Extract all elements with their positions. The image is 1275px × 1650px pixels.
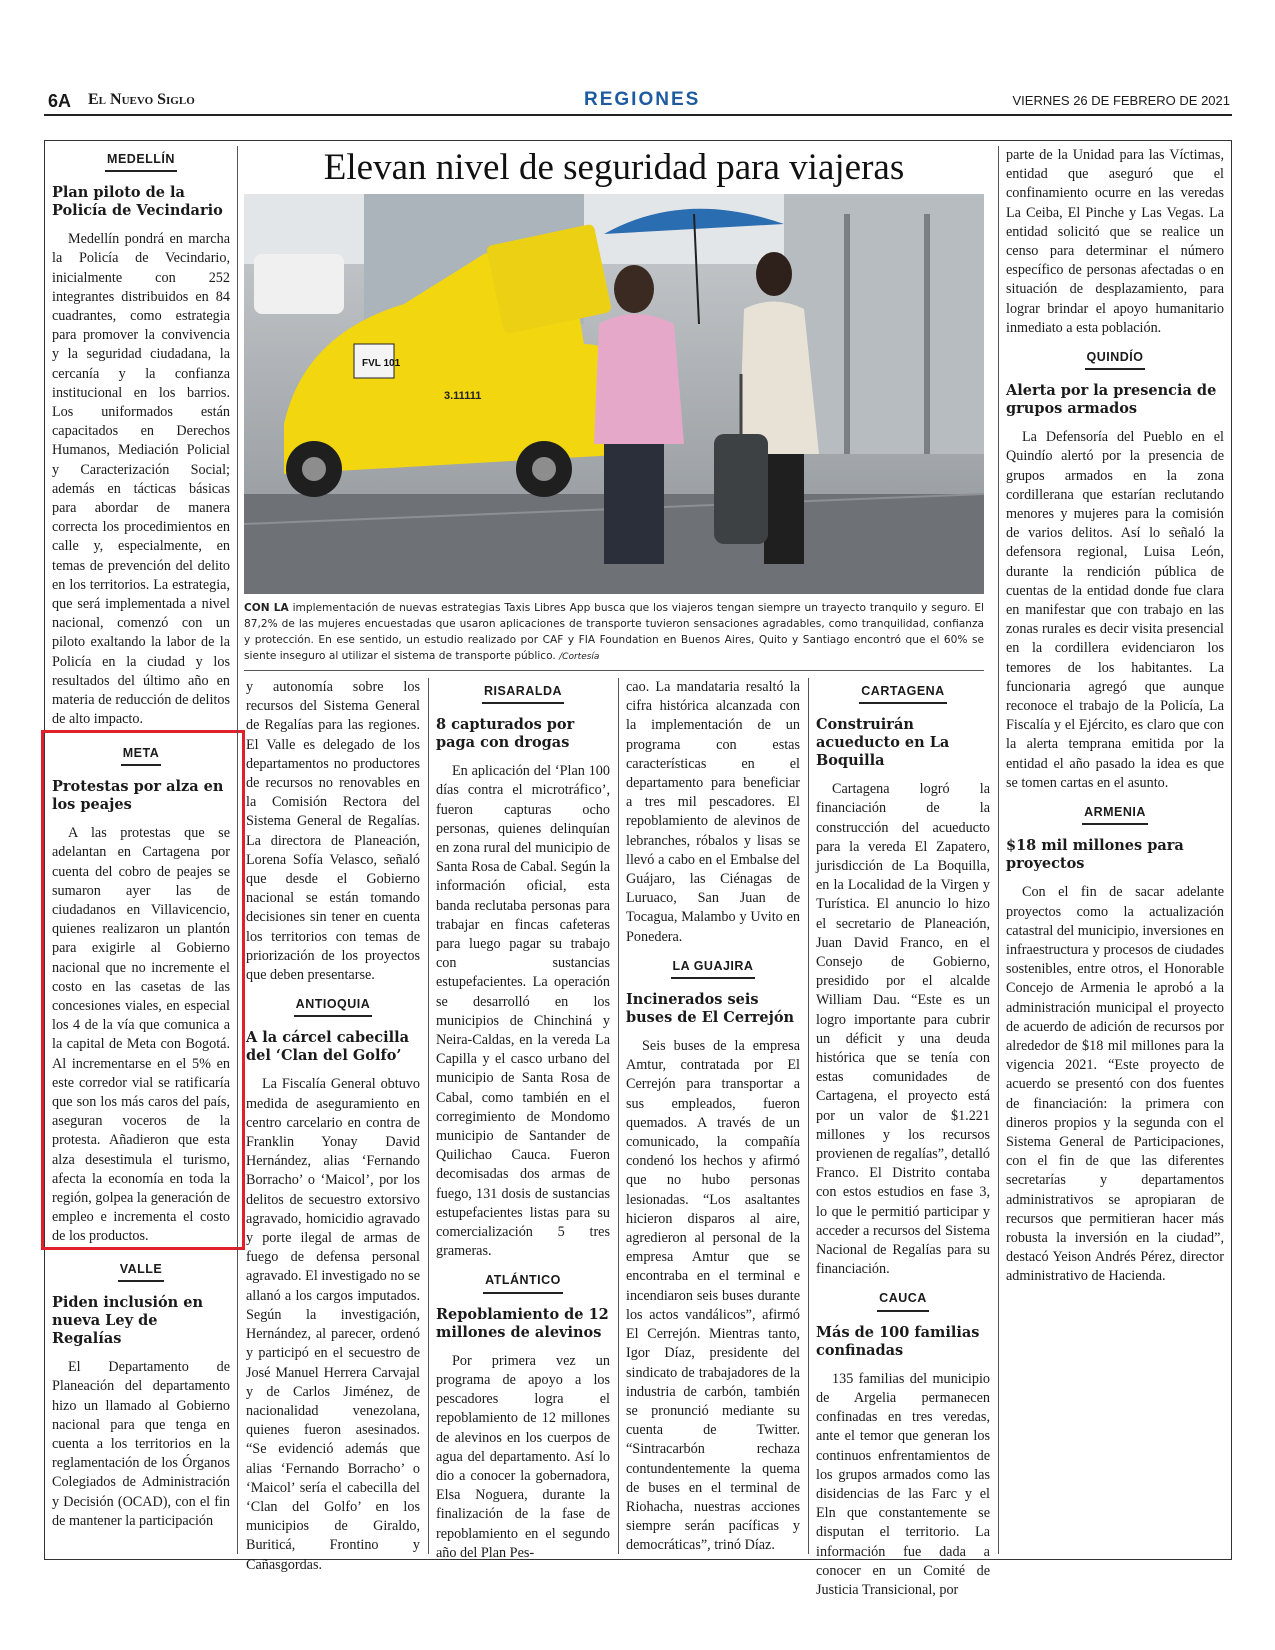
column-5 xyxy=(816,678,990,1610)
body-atlantico-continued: cao. La mandataria resaltó la cifra histórica alcanzada con la implementación de un programa con estas características en el departamento para beneficiar a tres mil pescadores. El repoblamiento de alevinos de lebranches, róbalos y lisas se llevó a cabo en el Embalse del Guájaro, las Ciénagas de Luruaco, San Juan de Tocagua, Malambo y Uvito en Ponedera. xyxy=(626,679,800,945)
section-title: REGIONES xyxy=(584,89,701,110)
taxi-plate: FVL 101 xyxy=(362,358,401,369)
body-quindio: La Defensoría del Pueblo en el Quindío alertó por la presencia de grupos armados en la zona cordillerana que estarían reclutando menores y mujeres para la comisión de varios delitos. Así lo señaló la defensora regional, Luisa León, durante la rendición pública de cuentas de la entidad donde fue clara en manifestar que con trabajo en las zonas rurales es decir visita presencial en la cordillera evidenciaron los temores de los habitantes. La funcionaria agregó que aunque reconoce el trabajo de la Policía, La Fiscalía y el Ejército, es claro que con la alerta temprana emitida por la entidad el año pasado la idea es que se tomen cartas en el asunto. xyxy=(1006,429,1224,791)
taxi-number: 3.11111 xyxy=(444,390,482,402)
headline-risaralda: 8 capturados por paga con drogas xyxy=(436,716,575,752)
body-risaralda: En aplicación del ‘Plan 100 días contra el microtráfico’, fueron capturas ocho personas, quienes delinquían en zona rural del municipio de Santa Rosa de Cabal. Según la información oficial, esta banda reclutaba personas para trabajar en fincas cafeteras para luego pagar su trabajo con sustancias estupefacientes. La operación se desarrolló en los municipios de Chinchiná y Neira-Caldas, en la vereda La Capilla y el casco urbano del municipio de Santa Rosa de Cabal, como también en el corregimiento de Mondomo municipio de Santander de Quilichao Cauca. Fueron decomisadas dos armas de fuego, 131 dosis de sustancias estupefacientes listas para su comercialización 5 tres grameras. xyxy=(436,763,610,1260)
kicker-atlantico: ATLÁNTICO xyxy=(483,1271,563,1293)
story-divider xyxy=(244,670,984,671)
headline-cauca: Más de 100 familias confinadas xyxy=(816,1323,980,1359)
column-divider xyxy=(618,678,619,1554)
headline-la-guajira: Incinerados seis buses de El Cerrejón xyxy=(626,991,795,1027)
caption-text: implementación de nuevas estrategias Taxis Libres App busca que los viajeros tengan siempre un trayecto tranquilo y seguro. El 87,2% de las mujeres encuestadas que usaron aplicaciones de transporte tuvieron sensaciones agradables, como tranquilidad, confianza y protección. En ese sentido, un estudio realizado por CAF y FIA Foundation en Buenos Aires, Quito y Santiago encontró que el 60% se siente inseguro al utilizar el sistema de transporte público. xyxy=(244,602,984,662)
headline-quindio: Alerta por la presencia de grupos armados xyxy=(1006,382,1217,418)
column-3 xyxy=(436,678,610,1573)
caption-credit: /Cortesía xyxy=(559,652,600,662)
page-number: 6A xyxy=(48,91,72,111)
kicker-medellin: MEDELLÍN xyxy=(105,150,177,172)
kicker-la-guajira: LA GUAJIRA xyxy=(671,957,756,979)
publication-name: El Nuevo Siglo xyxy=(88,91,195,108)
column-divider xyxy=(237,146,238,1554)
highlight-box xyxy=(41,730,245,1250)
body-cauca: 135 familias del municipio de Argelia permanecen confinadas en tres veredas, ante el temor que generan los continuos enfrentamientos de los grupos armados como las disidencias de las Farc y el Eln que constantemente se disputan el territorio. La información fue dada a conocer en un Comité de Justicia Transicional, por xyxy=(816,1370,990,1598)
body-cartagena: Cartagena logró la financiación de la construcción del acueducto para la vereda El Zapatero, jurisdicción de La Boquilla, en la Localidad de la Virgen y Turística. El anuncio lo hizo el secretario de Planeación, Juan David Franco, en el Consejo de Gobierno, presidido por el alcalde William Dau. “Este es un logro importante para cubrir un déficit y una deuda histórica que se tenía con estas comunidades de Cartagena, el proyecto está por un valor de $1.221 millones y los recursos provienen de regalías”, detalló Franco. El Distrito contaba con estos estudios en fase 3, lo que le permitió participar y acceder a recursos del Sistema Nacional de Regalías para su financiación. xyxy=(816,781,990,1278)
body-valle: El Departamento de Planeación del departamento hizo un llamado al Gobierno nacional para que tenga en cuenta a los territorios en la reglamentación de los Órganos Colegiados de Administración y Decisión (OCAD), con el fin de mantener la participación xyxy=(52,1359,230,1529)
body-antioquia: La Fiscalía General obtuvo medida de aseguramiento en centro carcelario en contra de Franklin Yonay David Hernández, alias ‘Fernando Borracho’ o ‘Maicol’, por los delitos de secuestro extorsivo agravado, homicidio agravado y porte ilegal de armas de fuego de defensa personal agravado. El investigado no se allanó a los cargos imputados. Según la investigación, Hernández, al parecer, ordenó y participó en el secuestro de José Manuel Herrera Carvajal y de Carlos Jiménez, de nacionalidad venezolana, quienes fueron asesinados. “Se evidenció además que alias ‘Fernando Borracho’ o ‘Maicol’ sería el cabecilla del ‘Clan del Golfo’ en los municipios de Giraldo, Buriticá, Frontino y Cañasgordas. xyxy=(246,1076,420,1573)
body-cauca-continued: parte de la Unidad para las Víctimas, entidad que aseguró que el confinamiento ocurre en las veredas La Ceiba, El Pinche y Las Vegas. La entidad solicitó que se realice un censo para determinar el número específico de personas afectadas o en situación de desplazamiento, para lograr brindar el apoyo humanitario inmediato a esta población. xyxy=(1006,147,1224,336)
kicker-antioquia: ANTIOQUIA xyxy=(294,995,373,1017)
taxi-photo-illustration xyxy=(244,194,984,594)
body-la-guajira: Seis buses de la empresa Amtur, contratada por El Cerrejón para transportar a sus empleados, fueron quemados. A través de un comunicado, la compañía condenó los hechos y afirmó que no hubo personas lesionadas. “Los asaltantes hicieron disparos al aire, agredieron al personal de la empresa Amtur que se encontraba en el terminal e incendiaron seis buses durante los actos vandálicos”, afirmó El Cerrejón. Mientras tanto, Igor Díaz, presidente del sindicato de trabajadores de la industria de carbón, también se pronunció mediante su cuenta de Twitter. “Sintracarbón rechaza contundentemente la quema de buses en el terminal de Riohacha, nuestras acciones siempre serán pacíficas y democráticas”, trinó Díaz. xyxy=(626,1038,800,1554)
page-header xyxy=(44,88,1232,116)
kicker-valle: VALLE xyxy=(118,1260,165,1282)
body-valle-continued: y autonomía sobre los recursos del Sistema General de Regalías para las regiones. El Valle es delegado de los departamentos no productores de recursos no renovables en la Comisión Rectora del Sistema General de Regalías. La directora de Planeación, Lorena Sofía Velasco, señaló que desde el Gobierno nacional se están tomando decisiones sin tener en cuenta los territorios con temas de priorización de los proyectos que deben presentarse. xyxy=(246,679,420,984)
issue-date: VIERNES 26 DE FEBRERO DE 2021 xyxy=(1012,93,1230,108)
column-divider xyxy=(428,678,429,1554)
headline-cartagena: Construirán acueducto en La Boquilla xyxy=(816,716,950,770)
headline-valle: Piden inclusión en nueva Ley de Regalías xyxy=(52,1294,203,1348)
headline-atlantico: Repoblamiento de 12 millones de alevinos xyxy=(436,1305,609,1341)
body-medellin: Medellín pondrá en marcha la Policía de Vecindario, inicialmente con 252 integrantes distribuidos en 84 cuadrantes, como estrategia para promover la convivencia y la seguridad ciudadana, la cercanía y la confianza institucional en los barrios. Los uniformados están capacitados en Derechos Humanos, Mediación Policial y Caracterización Social; además en tácticas básicas para abordar de manera correcta los procedimientos en calle y, especialmente, en temas de prevención del delito en los territorios. La estrategia, que será implementada a nivel nacional, comenzó con un piloto exaltando la labor de la Policía en la ciudad y los resultados del último año en materia de reducción de delitos de alto impacto. xyxy=(52,231,230,728)
headline-armenia: $18 mil millones para proyectos xyxy=(1006,837,1184,873)
photo-caption xyxy=(244,600,984,665)
brief-valle xyxy=(52,1256,230,1541)
column-4 xyxy=(626,678,800,1566)
column-divider xyxy=(998,146,999,1554)
kicker-armenia: ARMENIA xyxy=(1082,803,1148,825)
column-left xyxy=(52,146,230,739)
kicker-risaralda: RISARALDA xyxy=(482,682,564,704)
headline-meta: Protestas por alza en los peajes xyxy=(52,778,224,814)
column-right xyxy=(1006,146,1224,1297)
body-armenia: Con el fin de sacar adelante proyectos como la actualización catastral del municipio, inversiones en infraestructura y procesos de ciudades sostenibles, entre otros, el Honorable Concejo de Armenia le aprobó a la administración municipal el proyecto de acuerdo de adición de recursos por alrededor de $18 mil millones para la vigencia 2021. “Este proyecto de acuerdo se presentó con dos fuentes de financiación: la primera con dineros propios y la segunda con el Sistema General de Participaciones, con el fin de que las diferentes secretarías y departamentos administrativos se apropiaran de recursos que permitieran hacer más robusta la inversión en la ciudad”, destacó Yeison Andrés Pérez, director administrativo de Hacienda. xyxy=(1006,884,1224,1285)
headline-antioquia: A la cárcel cabecilla del ‘Clan del Golfo’ xyxy=(246,1029,410,1065)
caption-lead: CON LA xyxy=(244,602,289,614)
main-headline: Elevan nivel de seguridad para viajeras xyxy=(323,147,905,188)
kicker-quindio: QUINDÍO xyxy=(1085,348,1146,370)
body-meta: A las protestas que se adelantan en Cartagena por cuenta del cobro de peajes se sumaron ayer las de ciudadanos en Villavicencio, quienes realizaron un plantón para exigirle al Gobierno nacional que no incremente el costo en las casetas de las concesiones viales, en especial los 4 de la vía que comunica a la capital de Meta con Bogotá. Al incrementarse en el 5% en este corredor vial se ratificaría que son los más caros del país, aseguran voceros de la protesta. Añadieron que esta alza desestimula el turismo, afecta la economía en toda la región, golpea la generación de empleo e incrementa el costo de los productos. xyxy=(52,825,230,1245)
kicker-cauca: CAUCA xyxy=(877,1289,929,1311)
main-photo xyxy=(244,194,984,594)
kicker-cartagena: CARTAGENA xyxy=(859,682,946,704)
headline-medellin: Plan piloto de la Policía de Vecindario xyxy=(52,184,223,220)
column-2 xyxy=(246,678,420,1585)
kicker-meta: META xyxy=(121,744,162,766)
body-atlantico: Por primera vez un programa de apoyo a los pescadores logra el repoblamiento de 12 millones de alevinos en los cuerpos de agua del departamento. Así lo dio a conocer la gobernadora, Elsa Noguera, durante la finalización de la fase de repoblamiento en el segundo año del Plan Pes- xyxy=(436,1352,610,1561)
column-divider xyxy=(808,678,809,1554)
